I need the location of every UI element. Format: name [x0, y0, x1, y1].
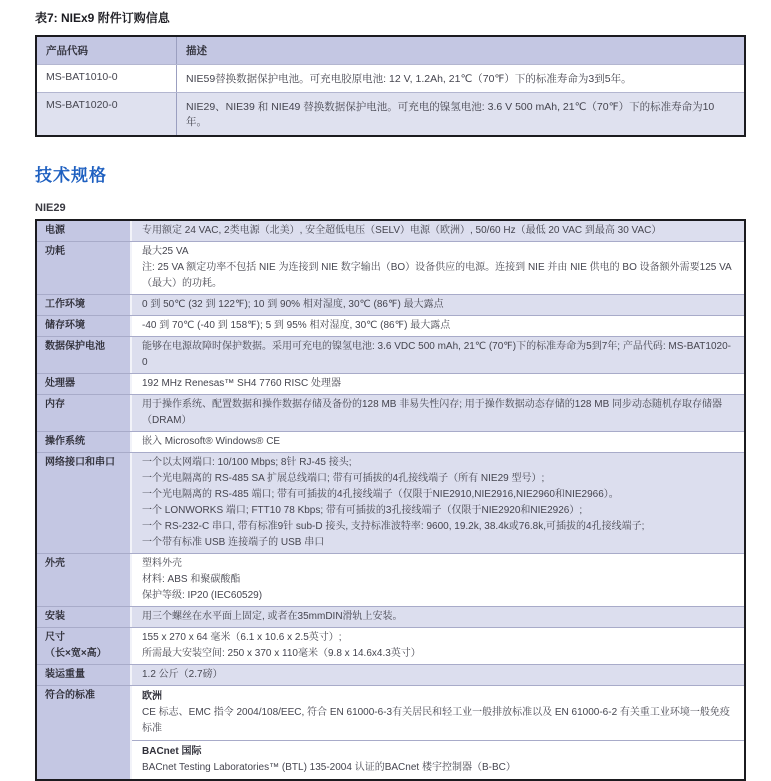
spec-value-line: 嵌入 Microsoft® Windows® CE	[142, 436, 281, 447]
spec-value-line: 材料: ABS 和聚碳酸酯	[142, 574, 241, 585]
standards-group-title: BACnet 国际	[142, 746, 202, 757]
spec-row	[37, 685, 744, 779]
spec-label-text: 网络接口和串口	[45, 457, 115, 468]
description-cell: NIE29、NIE39 和 NIE49 替换数据保护电池。可充电的镍氢电池: 3.6 V 500 mAh, 21℃（70℉）下的标准寿命为10年。	[186, 101, 715, 128]
spec-row	[37, 627, 744, 664]
spec-value-cell	[132, 686, 744, 779]
spec-label-cell	[37, 628, 132, 664]
spec-label-text: 符合的标准	[45, 690, 95, 701]
accessories-header-row	[37, 37, 744, 64]
spec-value-line: 用于操作系统、配置数据和操作数据存储及备份的128 MB 非易失性闪存; 用于操作数据动态存储的128 MB 同步动态随机存取存储器（DRAM）	[142, 399, 723, 426]
spec-value-cell	[132, 295, 744, 315]
table-row	[37, 92, 744, 135]
spec-label-cell	[37, 242, 132, 294]
spec-label-cell	[37, 316, 132, 336]
spec-value-cell	[132, 242, 744, 294]
spec-label-text: 操作系统	[45, 436, 85, 447]
spec-value-line: 1.2 公斤（2.7磅）	[142, 669, 223, 680]
spec-value-cell	[132, 337, 744, 373]
spec-label-cell	[37, 221, 132, 241]
spec-label-text: 装运重量	[45, 669, 85, 680]
spec-row	[37, 294, 744, 315]
table7-caption: 表7: NIEx9 附件订购信息	[35, 11, 170, 25]
column-header-product-code: 产品代码	[37, 37, 177, 64]
spec-value-line: 最大25 VA	[142, 246, 189, 257]
spec-label-text: 处理器	[45, 378, 75, 389]
spec-value-line: 注: 25 VA 额定功率不包括 NIE 为连接到 NIE 数字输出（BO）设备供应的电源。连接到 NIE 并由 NIE 供电的 BO 设备额外需要125 VA（最大）的功耗。	[142, 262, 732, 289]
spec-value-cell	[132, 453, 744, 553]
spec-value-line: 能够在电源故障时保护数据。采用可充电的镍氢电池: 3.6 VDC 500 mAh, 21℃ (70℉)下的标准寿命为5到7年; 产品代码: MS-BAT1020-0	[142, 341, 731, 368]
spec-value-line: 一个带有标准 USB 连接端子的 USB 串口	[142, 537, 325, 548]
section-heading: 技术规格	[35, 166, 107, 185]
spec-value-line: 155 x 270 x 64 毫米（6.1 x 10.6 x 2.5英寸）;	[142, 632, 342, 643]
spec-label-cell	[37, 295, 132, 315]
standards-group	[132, 686, 744, 740]
description-cell: NIE59替换数据保护电池。可充电胶原电池: 12 V, 1.2Ah, 21℃（70℉）下的标准寿命为3到5年。	[186, 73, 632, 85]
spec-value-cell	[132, 221, 744, 241]
spec-table	[35, 219, 746, 781]
spec-row	[37, 394, 744, 431]
spec-value-line: -40 到 70℃ (-40 到 158℉); 5 到 95% 相对湿度, 30℃ (86℉) 最大露点	[142, 320, 451, 331]
spec-value-line: 192 MHz Renesas™ SH4 7760 RISC 处理器	[142, 378, 341, 389]
spec-label-text: 尺寸	[45, 632, 65, 643]
accessories-table-body	[37, 64, 744, 135]
spec-label-text: 数据保护电池	[45, 341, 105, 352]
product-code-cell: MS-BAT1010-0	[37, 65, 177, 92]
standards-group-title: 欧洲	[142, 691, 162, 702]
spec-value-cell	[132, 628, 744, 664]
spec-row	[37, 553, 744, 606]
spec-label-text: 内存	[45, 399, 65, 410]
standards-group-text: BACnet Testing Laboratories™ (BTL) 135-2004 认证的BACnet 楼宇控制器（B-BC）	[142, 762, 516, 773]
standards-group-text: CE 标志、EMC 指令 2004/108/EEC, 符合 EN 61000-6-3有关居民和轻工业一般排放标准以及 EN 61000-6-2 有关重工业环境一般免疫标准	[142, 707, 730, 734]
spec-value-cell	[132, 395, 744, 431]
spec-value-cell	[132, 607, 744, 627]
spec-value-line: 一个光电隔离的 RS-485 端口; 带有可插拔的4孔接线端子（仅限于NIE2910,NIE2916,NIE2960和NIE2966）。	[142, 489, 619, 500]
accessories-table	[35, 35, 746, 137]
spec-row	[37, 606, 744, 627]
spec-row	[37, 241, 744, 294]
spec-label-cell	[37, 432, 132, 452]
spec-row	[37, 431, 744, 452]
spec-value-line: 一个光电隔离的 RS-485 SA 扩展总线端口; 带有可插拔的4孔接线端子（所有 NIE29 型号）;	[142, 473, 545, 484]
spec-label-cell	[37, 554, 132, 606]
spec-value-line: 一个以太网端口: 10/100 Mbps; 8针 RJ-45 接头;	[142, 457, 352, 468]
spec-value-cell	[132, 316, 744, 336]
spec-row	[37, 315, 744, 336]
spec-label-text: 电源	[45, 225, 65, 236]
spec-label-cell	[37, 337, 132, 373]
spec-label-text-line2: （长×宽×高）	[45, 648, 107, 659]
spec-row	[37, 336, 744, 373]
spec-label-cell	[37, 686, 132, 779]
standards-group	[132, 740, 744, 779]
spec-value-line: 一个 RS-232-C 串口, 带有标准9针 sub-D 接头, 支持标准波特率: 9600, 19.2k, 38.4k或76.8k,可插拔的4孔接线端子;	[142, 521, 645, 532]
spec-label-text: 外壳	[45, 558, 65, 569]
spec-label-text: 储存环境	[45, 320, 85, 331]
spec-label-text: 工作环境	[45, 299, 85, 310]
spec-value-cell	[132, 374, 744, 394]
spec-row	[37, 373, 744, 394]
spec-value-line: 保护等级: IP20 (IEC60529)	[142, 590, 263, 601]
column-header-description: 描述	[186, 45, 207, 57]
spec-label-text: 安装	[45, 611, 65, 622]
spec-label-cell	[37, 607, 132, 627]
spec-label-cell	[37, 395, 132, 431]
spec-value-cell	[132, 554, 744, 606]
product-code-cell: MS-BAT1020-0	[37, 93, 177, 135]
spec-value-line: 塑料外壳	[142, 558, 182, 569]
spec-table-body	[37, 221, 744, 779]
model-label: NIE29	[35, 202, 66, 214]
table-row	[37, 64, 744, 92]
spec-value-line: 专用额定 24 VAC, 2类电源（北美）, 安全超低电压（SELV）电源（欧洲）, 50/60 Hz（最低 20 VAC 到最高 30 VAC）	[142, 225, 662, 236]
spec-label-cell	[37, 665, 132, 685]
spec-value-line: 所需最大安装空间: 250 x 370 x 110毫米（9.8 x 14.6x4.3英寸）	[142, 648, 421, 659]
spec-value-line: 用三个螺丝在水平面上固定, 或者在35mmDIN滑轨上安装。	[142, 611, 403, 622]
spec-value-line: 一个 LONWORKS 端口; FTT10 78 Kbps; 带有可插拔的3孔接线端子（仅限于NIE2920和NIE2926）;	[142, 505, 583, 516]
spec-label-cell	[37, 374, 132, 394]
spec-value-line: 0 到 50℃ (32 到 122℉); 10 到 90% 相对湿度, 30℃ (86℉) 最大露点	[142, 299, 444, 310]
spec-value-cell	[132, 665, 744, 685]
spec-row	[37, 664, 744, 685]
spec-row	[37, 452, 744, 553]
spec-row	[37, 221, 744, 241]
spec-value-cell	[132, 432, 744, 452]
spec-label-text: 功耗	[45, 246, 65, 257]
spec-label-cell	[37, 453, 132, 553]
